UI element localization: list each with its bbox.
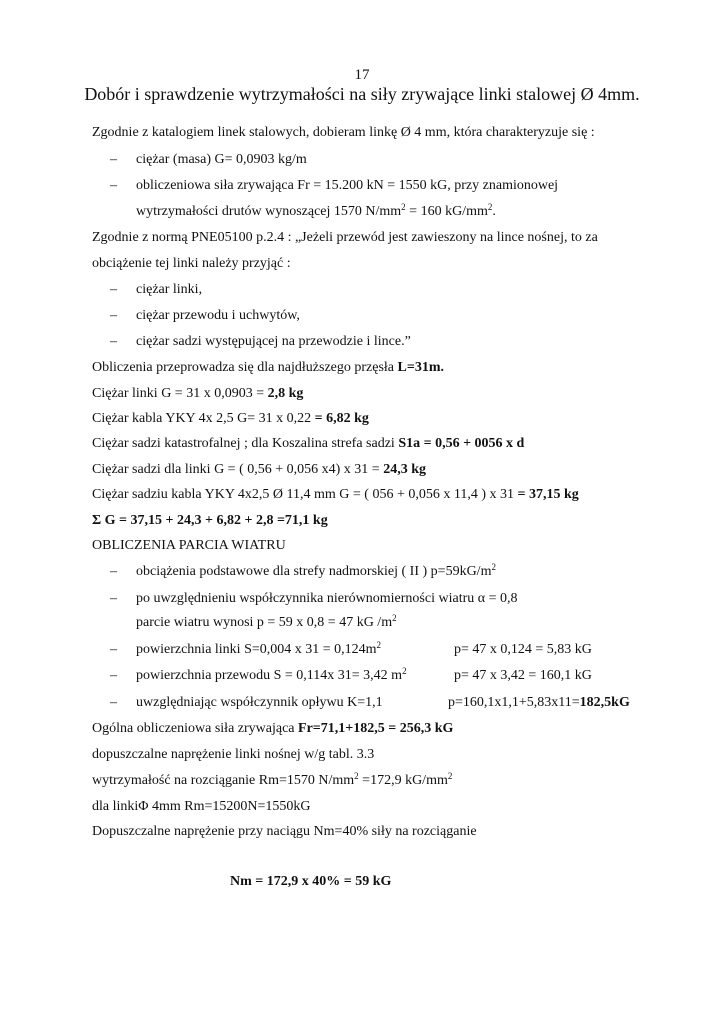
calc-result: 2,8 kg bbox=[267, 386, 304, 401]
span-line bbox=[92, 359, 444, 377]
norm-item: ciężar sadzi występującej na przewodzie i lince.” bbox=[136, 334, 411, 349]
text-line: dopuszczalne naprężenie linki nośnej w/g tabl. 3.3 bbox=[92, 747, 375, 762]
superscript: 2 bbox=[487, 202, 493, 212]
superscript: 2 bbox=[447, 771, 453, 781]
strength-text: =172,9 kG/mm bbox=[358, 773, 448, 788]
superscript: 2 bbox=[491, 562, 496, 572]
wind-text: powierzchnia przewodu S = 0,114x 31= 3,42 m bbox=[136, 668, 403, 683]
text-line: Dopuszczalne naprężenie przy naciągu Nm=40% siły na rozciąganie bbox=[92, 824, 477, 839]
final-result-text: Nm = 172,9 x 40% = 59 kG bbox=[230, 874, 392, 889]
span-value: L=31m. bbox=[397, 360, 445, 375]
page-number: 17 bbox=[354, 67, 370, 83]
bullet-dash: – bbox=[110, 695, 117, 710]
superscript: 2 bbox=[392, 613, 397, 623]
calc-text: Ciężar sadzi dla linki G = ( 0,56 + 0,056 x4) x 31 = bbox=[92, 462, 384, 477]
calc-line bbox=[92, 435, 524, 453]
wind-item: uwzględniając współczynnik opływu K=1,1 bbox=[136, 695, 383, 710]
calc-text: Ciężar kabla YKY 4x 2,5 G= 31 x 0,22 bbox=[92, 411, 315, 426]
wind-text: powierzchnia linki S=0,004 x 31 = 0,124m bbox=[136, 642, 377, 657]
calc-result: = 37,15 kg bbox=[517, 487, 579, 502]
spec-strength-text: . bbox=[492, 204, 496, 219]
spec-strength-text: = 160 kG/mm bbox=[405, 204, 488, 219]
document-title: Dobór i sprawdzenie wytrzymałości na siły zrywające linki stalowej Ø 4mm. bbox=[84, 84, 640, 104]
superscript: 2 bbox=[354, 771, 359, 781]
sum-text: Σ G = 37,15 + 24,3 + 6,82 + 2,8 =71,1 kg bbox=[92, 513, 328, 528]
bullet-dash: – bbox=[110, 668, 117, 683]
bullet-dash: – bbox=[110, 591, 117, 606]
calc-result: S1a = 0,56 + 0056 x d bbox=[398, 436, 525, 451]
wind-text: parcie wiatru wynosi p = 59 x 0,8 = 47 kG /m bbox=[136, 615, 393, 630]
norm-quote-line: Zgodnie z normą PNE05100 p.2.4 : „Jeżeli przewód jest zawieszony na lince nośnej, to za bbox=[92, 230, 598, 245]
calc-text: Ciężar sadzi katastrofalnej ; dla Koszalina strefa sadzi bbox=[92, 436, 399, 451]
wind-item bbox=[136, 667, 407, 685]
wind-result-text: p=160,1x1,1+5,83x11= bbox=[448, 695, 580, 710]
wind-item bbox=[136, 641, 381, 659]
breaking-force-value: Fr=71,1+182,5 = 256,3 kG bbox=[298, 721, 454, 736]
breaking-force-line bbox=[92, 720, 453, 738]
strength-text: wytrzymałość na rozciąganie Rm=1570 N/mm bbox=[92, 773, 355, 788]
bullet-dash: – bbox=[110, 282, 117, 297]
bullet-dash: – bbox=[110, 178, 117, 193]
section-heading: OBLICZENIA PARCIA WIATRU bbox=[92, 538, 286, 553]
calc-text: Ciężar linki G = 31 x 0,0903 = bbox=[92, 386, 268, 401]
spec-strength-line bbox=[136, 203, 496, 221]
wind-result: p= 47 x 3,42 = 160,1 kG bbox=[454, 668, 592, 683]
bullet-dash: – bbox=[110, 642, 117, 657]
sum-line bbox=[92, 512, 328, 530]
norm-quote-line: obciążenie tej linki należy przyjąć : bbox=[92, 256, 291, 271]
wind-result: p= 47 x 0,124 = 5,83 kG bbox=[454, 642, 592, 657]
bullet-dash: – bbox=[110, 152, 117, 167]
calc-line bbox=[92, 486, 579, 504]
norm-item: ciężar linki, bbox=[136, 282, 203, 297]
superscript: 2 bbox=[376, 640, 382, 650]
text-line bbox=[92, 772, 452, 790]
breaking-force-text: Ogólna obliczeniowa siła zrywająca bbox=[92, 721, 299, 736]
bullet-dash: – bbox=[110, 334, 117, 349]
norm-item: ciężar przewodu i uchwytów, bbox=[136, 308, 300, 323]
calc-result: = 6,82 kg bbox=[314, 411, 369, 426]
text-line: dla linkiΦ 4mm Rm=15200N=1550kG bbox=[92, 799, 311, 814]
wind-item: po uwzględnieniu współczynnika nierównomierności wiatru α = 0,8 bbox=[136, 591, 518, 606]
calc-line bbox=[92, 461, 426, 479]
bullet-dash: – bbox=[110, 308, 117, 323]
intro-paragraph: Zgodnie z katalogiem linek stalowych, dobieram linkę Ø 4 mm, która charakteryzuje się : bbox=[92, 125, 595, 140]
superscript: 2 bbox=[402, 666, 407, 676]
wind-item bbox=[136, 614, 397, 632]
wind-text: obciążenia podstawowe dla strefy nadmorskiej ( II ) p=59kG/m bbox=[136, 564, 492, 579]
superscript: 2 bbox=[401, 202, 406, 212]
spec-breaking-force: obliczeniowa siła zrywająca Fr = 15.200 kN = 1550 kG, przy znamionowej bbox=[136, 178, 559, 193]
calc-line bbox=[92, 410, 369, 428]
calc-line bbox=[92, 385, 303, 403]
calc-result: 24,3 kg bbox=[383, 462, 426, 477]
calc-text: Ciężar sadziu kabla YKY 4x2,5 Ø 11,4 mm G = ( 056 + 0,056 x 11,4 ) x 31 bbox=[92, 487, 518, 502]
wind-result bbox=[448, 694, 630, 712]
wind-result-value: 182,5kG bbox=[579, 695, 630, 710]
spec-weight: ciężar (masa) G= 0,0903 kg/m bbox=[136, 152, 307, 167]
bullet-dash: – bbox=[110, 564, 117, 579]
spec-strength-text: wytrzymałości drutów wynoszącej 1570 N/mm bbox=[136, 204, 402, 219]
wind-item bbox=[136, 563, 496, 581]
span-text: Obliczenia przeprowadza się dla najdłuższego przęsła bbox=[92, 360, 398, 375]
final-result bbox=[230, 873, 391, 891]
